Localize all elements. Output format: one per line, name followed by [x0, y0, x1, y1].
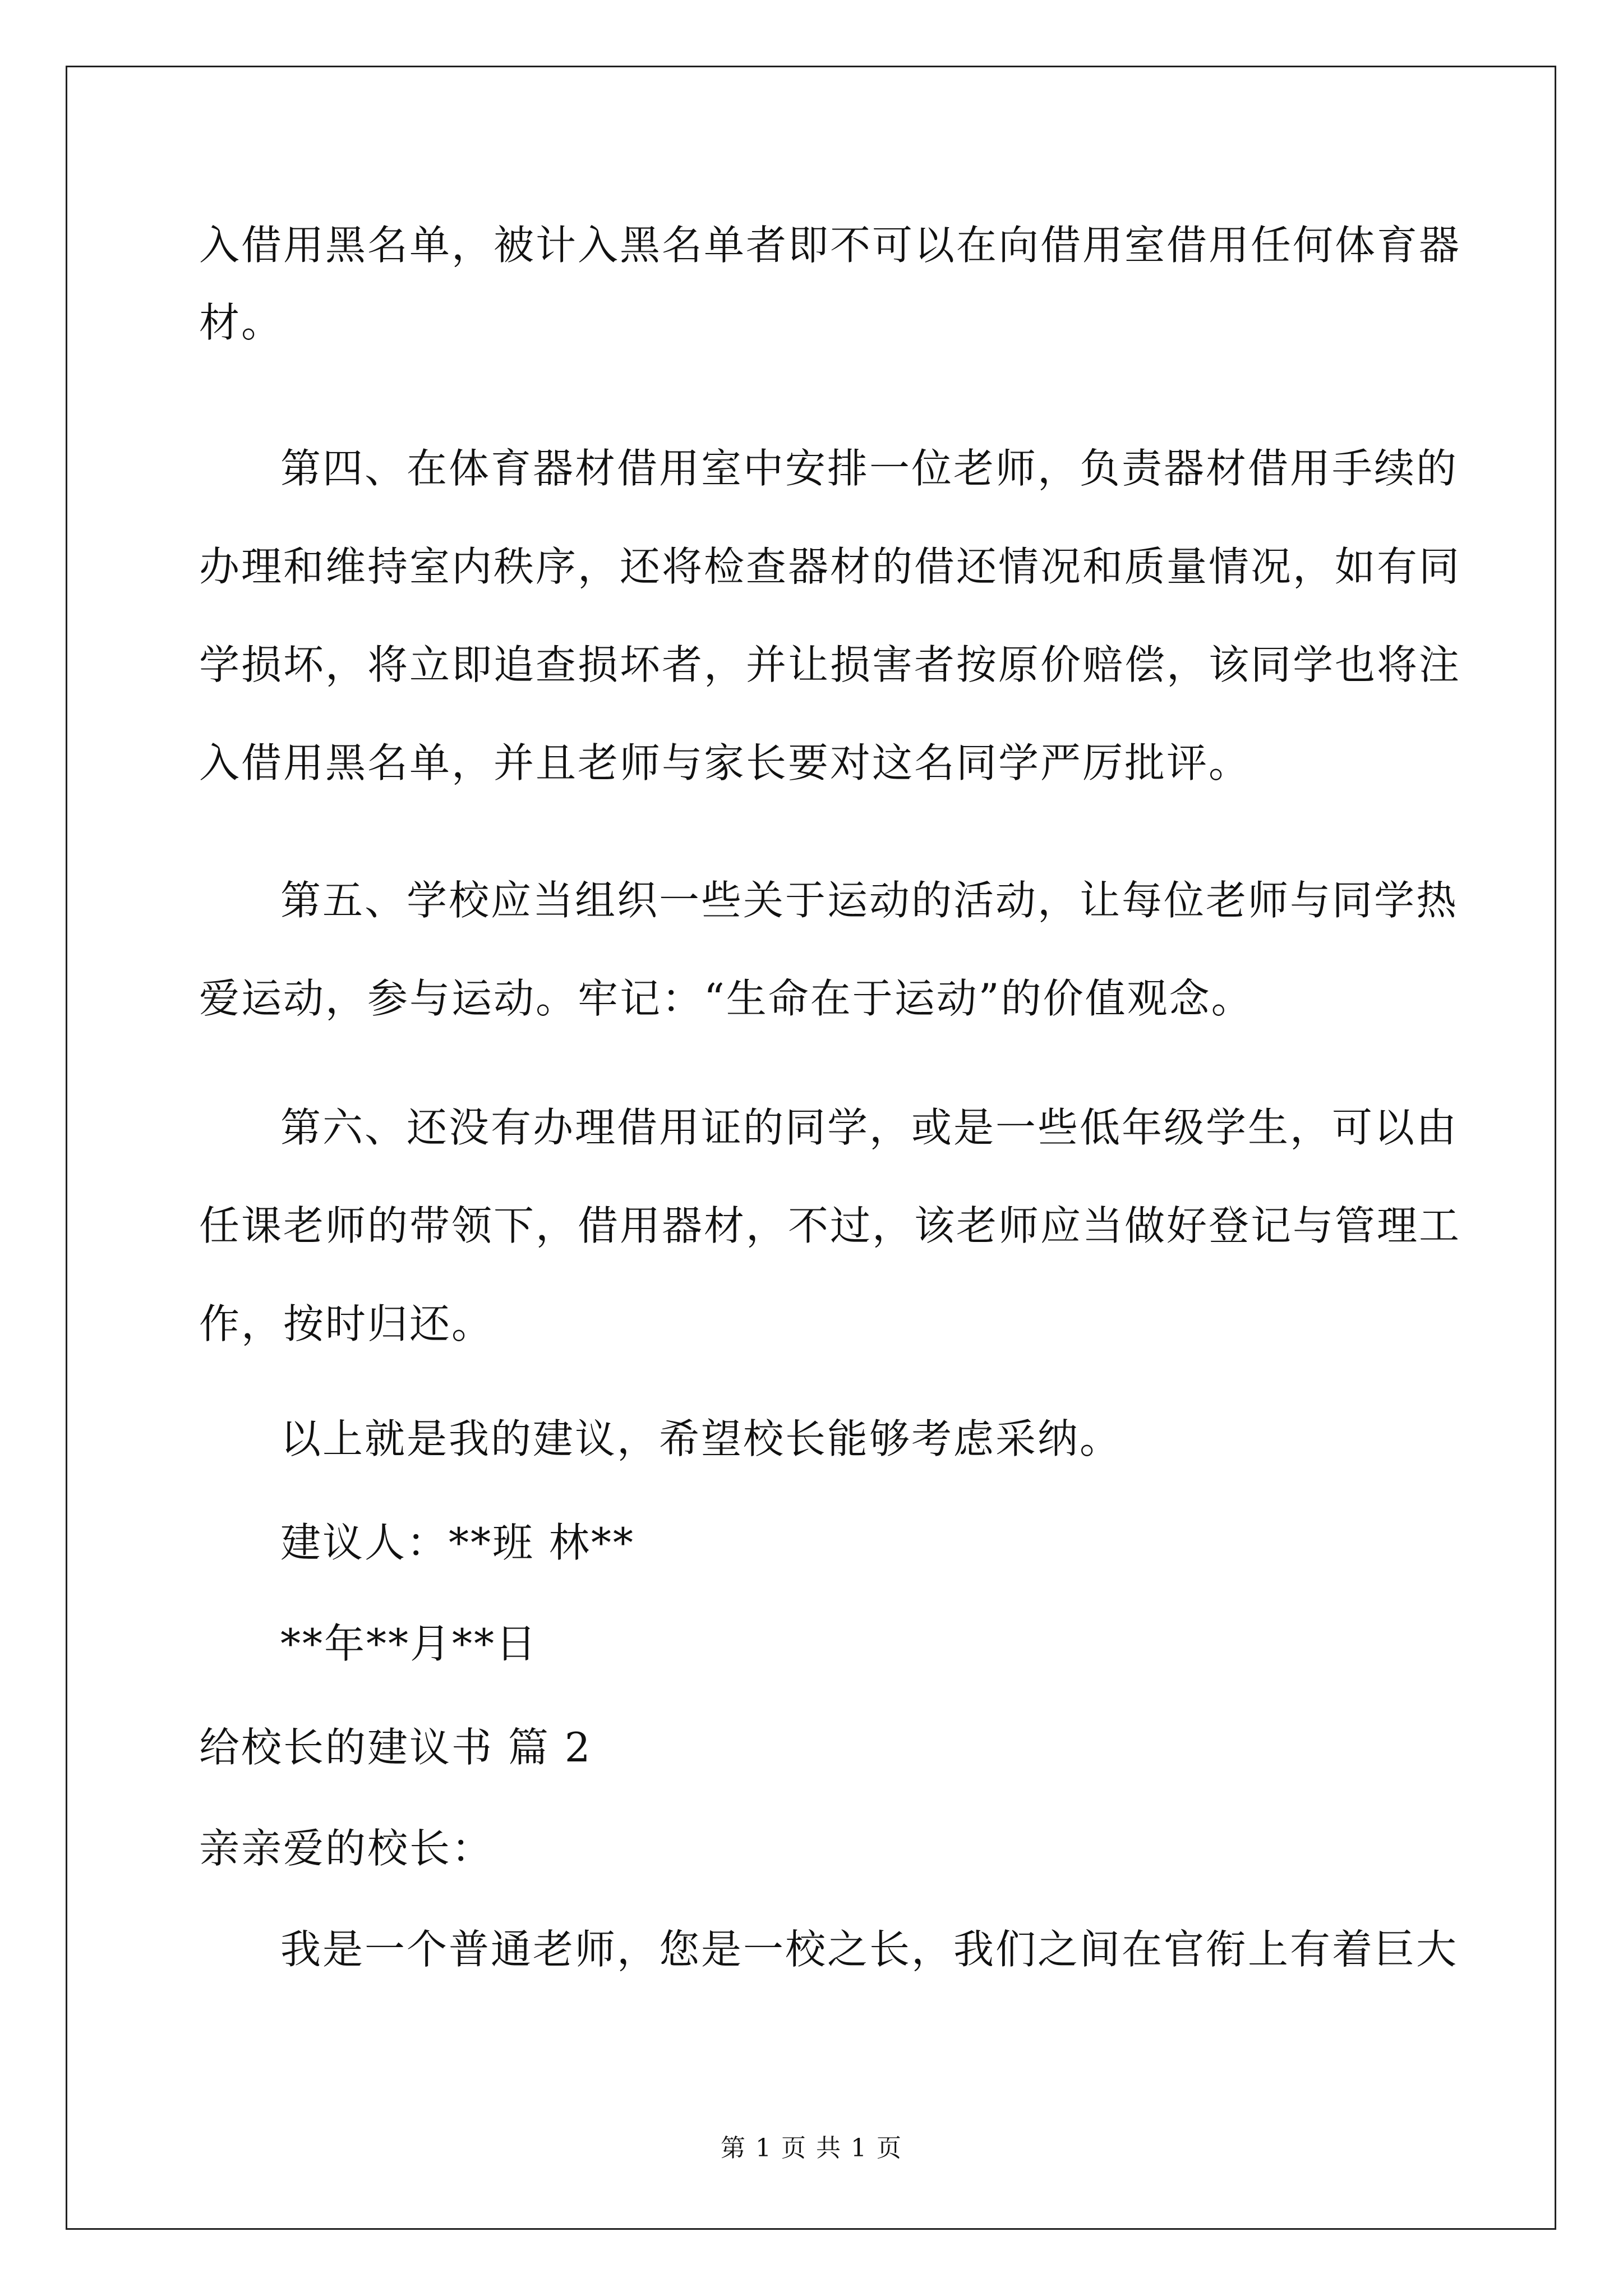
body-line-1: 入借用黑名单，被计入黑名单者即不可以在向借用室借用任何体育器	[199, 222, 1461, 269]
signature-line: 建议人：**班 林**	[280, 1519, 635, 1566]
paragraph-4-line-2: 办理和维持室内秩序，还将检查器材的借还情况和质量情况，如有同	[199, 543, 1461, 590]
paragraph-4-line-4: 入借用黑名单，并且老师与家长要对这名同学严厉批评。	[199, 739, 1251, 786]
paragraph-6-line-3: 作，按时归还。	[199, 1300, 494, 1347]
page-number: 第 1 页 共 1 页	[721, 2134, 902, 2162]
paragraph-4-line-1: 第四、在体育器材借用室中安排一位老师，负责器材借用手续的	[280, 445, 1459, 492]
paragraph-5-line-1: 第五、学校应当组织一些关于运动的活动，让每位老师与同学热	[280, 877, 1459, 924]
date-line: **年**月**日	[280, 1620, 538, 1667]
paragraph-5-line-2: 爱运动，参与运动。牢记：“生命在于运动”的价值观念。	[199, 975, 1253, 1022]
closing-sentence: 以上就是我的建议，希望校长能够考虑采纳。	[280, 1415, 1122, 1462]
paragraph-6-line-2: 任课老师的带领下，借用器材，不过，该老师应当做好登记与管理工	[199, 1202, 1461, 1249]
section-heading: 给校长的建议书 篇 2	[199, 1724, 592, 1771]
paragraph-6-line-1: 第六、还没有办理借用证的同学，或是一些低年级学生，可以由	[280, 1104, 1459, 1151]
body-line-2: 材。	[199, 299, 284, 346]
paragraph-4-line-3: 学损坏，将立即追查损坏者，并让损害者按原价赔偿，该同学也将注	[199, 641, 1461, 688]
letter-body-line-1: 我是一个普通老师，您是一校之长，我们之间在官衔上有着巨大	[280, 1926, 1459, 1973]
salutation: 亲亲爱的校长：	[199, 1825, 494, 1872]
